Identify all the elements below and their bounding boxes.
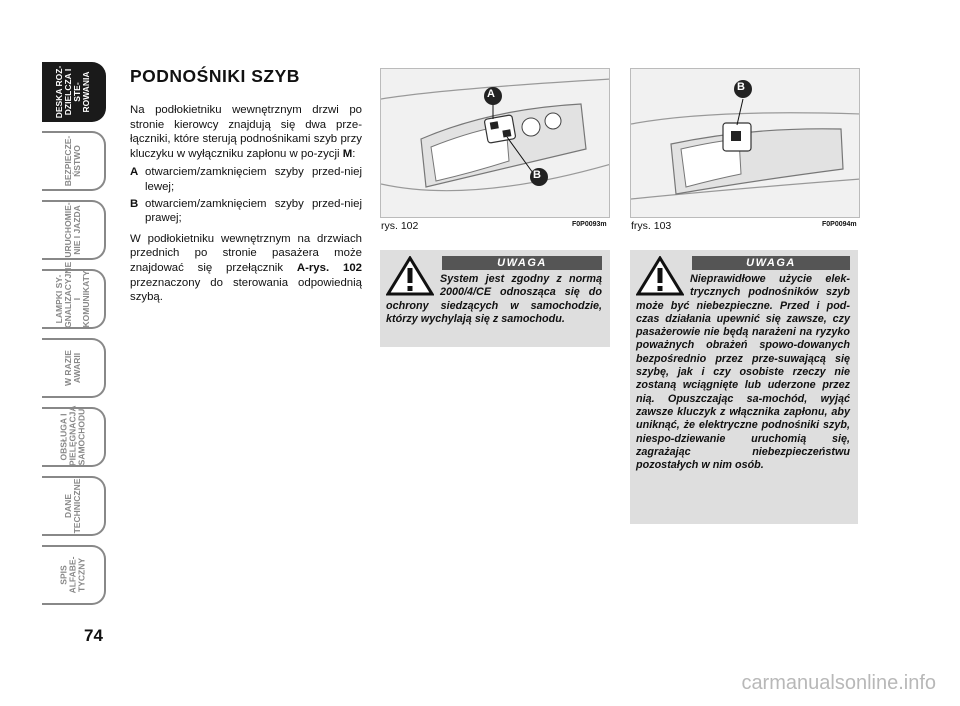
chapter-tabs xyxy=(42,62,110,614)
page-number: 74 xyxy=(84,626,103,645)
warning-box xyxy=(380,250,610,347)
tab-lampki[interactable] xyxy=(42,261,106,329)
warning-triangle-icon xyxy=(636,256,684,296)
tab-label: DANE TECHNICZNE xyxy=(63,478,82,534)
tab-label: W RAZIE AWARII xyxy=(63,350,82,386)
tab-label: OBSŁUGA I PIELĘGNACJA SAMOCHODU xyxy=(58,405,87,466)
warning-triangle-icon xyxy=(386,256,434,296)
tab-label: LAMPKI SY- GNALIZACYJNE I KOMUNIKATY xyxy=(54,261,91,328)
section-body xyxy=(130,103,362,309)
tab-deska-rozdzielcza[interactable] xyxy=(42,62,106,122)
tab-label: SPIS ALFABE- TYCZNY xyxy=(58,556,87,594)
tab-obsluga[interactable] xyxy=(42,407,106,467)
tab-spis-alfabetyczny[interactable] xyxy=(42,545,106,605)
door-switch-illustration xyxy=(631,69,860,218)
figure-102 xyxy=(380,68,610,218)
section-title: PODNOŚNIKI SZYB xyxy=(130,66,300,86)
marker-label: B xyxy=(533,169,541,181)
figure-code: F0P0093m xyxy=(572,221,607,228)
tab-dane-techniczne[interactable] xyxy=(42,476,106,536)
tab-label: BEZPIECZE- ŃSTWO xyxy=(63,135,82,187)
second-paragraph: W podłokietniku wewnętrznym na drzwiach przednich po stronie pasażera może znajdować się przełącznik A-rys. 102 przeznaczony do sterowania odpowiednią szybą. xyxy=(130,232,362,304)
tab-label: URUCHOMIE- NIE I JAZDA xyxy=(63,202,82,258)
tab-bezpieczenstwo[interactable] xyxy=(42,131,106,191)
tab-w-razie-awarii[interactable] xyxy=(42,338,106,398)
figure-caption: rys. 102 xyxy=(381,220,419,232)
list-item: A otwarciem/zamknięciem szyby przed-niej lewej; xyxy=(130,166,362,193)
warning-box xyxy=(630,250,858,524)
figure-caption: frys. 103 xyxy=(631,220,672,232)
warning-header: UWAGA xyxy=(692,256,850,270)
marker-label: B xyxy=(737,81,745,93)
warning-text: System jest zgodny z normą 2000/4/CE odnosząca się do ochrony siedzących w samochodzie, którzy wychylają się z samochodu. xyxy=(386,273,602,325)
intro-paragraph: Na podłokietniku wewnętrznym drzwi po stronie kierowcy znajdują się dwa prze-łączniki, które sterują podnośnikami szyb przy kluczyku w wyłączniku zapłonu w po-zycji M: xyxy=(130,104,362,160)
figure-code: F0P0094m xyxy=(822,221,857,228)
marker-label: A xyxy=(487,88,495,100)
warning-header: UWAGA xyxy=(442,256,602,270)
door-switch-illustration xyxy=(381,69,610,218)
tab-uruchomienie[interactable] xyxy=(42,200,106,260)
list-item: B otwarciem/zamknięciem szyby przed-niej prawej; xyxy=(130,197,362,225)
figure-103 xyxy=(630,68,860,218)
warning-text: Nieprawidłowe użycie elek-trycznych podnośników szyb może być niebezpieczne. Przed i pod-czas działania upewnić się zawsze, czy pasażerowie nie będą narażeni na ryzyko poważnych obrażeń spowo-dowanych bezpośrednio przez prze-suwającą się szybę, jak i czy osobiste rzeczy nie zostaną wciągnięte lub uderzone przez nią. Opuszczając sa-mochód, wyjąć zawsze kluczyk z włącznika zapłonu, aby uniknąć, że elektryczne podnośniki szyb, niespo-dziewanie uruchomią się, zagrażając niebezpieczeństwu pozostałych w nim osób. xyxy=(636,273,850,472)
watermark: carmanualsonline.info xyxy=(741,672,936,694)
tab-label: DESKA ROZ- DZIELCZA I STE- ROWANIA xyxy=(54,65,91,119)
